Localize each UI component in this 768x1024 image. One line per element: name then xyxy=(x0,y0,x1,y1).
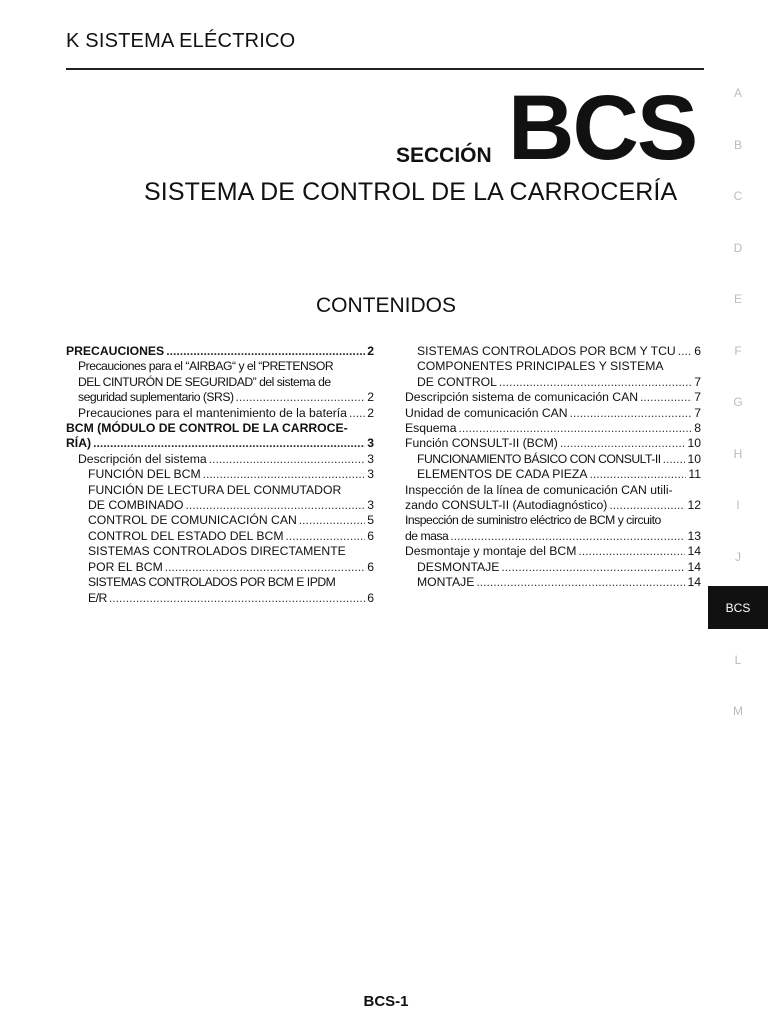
section-word: SECCIÓN xyxy=(396,144,492,167)
toc-page-number: 13 xyxy=(687,528,701,543)
dot-leader xyxy=(501,560,685,575)
toc-entry-text: Función CONSULT-II (BCM) xyxy=(405,436,558,451)
toc-page-number: 3 xyxy=(367,436,374,451)
section-tab-m[interactable]: M xyxy=(733,704,743,718)
toc-entry[interactable] xyxy=(66,359,374,405)
dot-leader xyxy=(166,344,365,359)
toc-entry-text: Precauciones para el “AIRBAG“ y el “PRETENSOR xyxy=(78,359,334,374)
dot-leader xyxy=(499,375,692,390)
section-tab-g[interactable]: G xyxy=(733,395,743,409)
toc-entry[interactable] xyxy=(66,483,374,514)
section-tab-h[interactable]: H xyxy=(733,446,743,461)
toc-entry-text: SISTEMAS CONTROLADOS POR BCM Y TCU xyxy=(417,344,676,358)
toc-entry-text: Inspección de suministro eléctrico de BCM y circuito xyxy=(405,513,661,528)
toc-entry-text: CONTROL DE COMUNICACIÓN CAN xyxy=(88,513,297,528)
toc-entry[interactable] xyxy=(66,513,374,528)
toc-page-number: 14 xyxy=(687,559,701,574)
dot-leader xyxy=(93,436,365,451)
dot-leader xyxy=(476,575,685,590)
toc-entry-text: de masa xyxy=(405,528,449,543)
header-rule xyxy=(66,68,704,70)
toc-entry[interactable] xyxy=(66,452,374,467)
dot-leader xyxy=(560,436,686,451)
toc-entry[interactable] xyxy=(405,575,701,590)
toc-page-number: 10 xyxy=(687,436,701,451)
toc-entry-text: COMPONENTES PRINCIPALES Y SISTEMA xyxy=(417,359,664,374)
section-title: SISTEMA DE CONTROL DE LA CARROCERÍA xyxy=(144,178,678,206)
toc-page-number: 3 xyxy=(367,451,374,466)
toc-entry[interactable] xyxy=(405,421,701,436)
toc-page-number: 3 xyxy=(367,467,374,482)
dot-leader xyxy=(349,406,365,421)
toc-entry-text: DEL CINTURÓN DE SEGURIDAD” del sistema de xyxy=(78,374,331,389)
toc-entry-text: CONTROL DEL ESTADO DEL BCM xyxy=(88,528,284,543)
dot-leader xyxy=(678,344,693,359)
toc-entry-text: seguridad suplementario (SRS) xyxy=(78,390,234,405)
dot-leader xyxy=(236,390,366,405)
toc-entry-text: Unidad de comunicación CAN xyxy=(405,405,568,420)
section-code: BCS xyxy=(508,77,697,179)
toc-entry[interactable] xyxy=(405,452,701,467)
toc-entry-text: FUNCIONAMIENTO BÁSICO CON CONSULT-II xyxy=(417,451,661,466)
toc-entry-text: FUNCIÓN DEL BCM xyxy=(88,467,201,482)
toc-page-number: 6 xyxy=(367,590,374,605)
toc-page-number: 6 xyxy=(694,344,701,358)
dot-leader xyxy=(450,529,685,544)
dot-leader xyxy=(203,467,366,482)
section-tab-c[interactable]: C xyxy=(733,189,743,203)
toc-page-number: 10 xyxy=(687,451,701,466)
toc-entry-text: MONTAJE xyxy=(417,575,475,590)
toc-entry-text: PRECAUCIONES xyxy=(66,344,165,358)
toc-entry[interactable] xyxy=(405,560,701,575)
section-tab-e[interactable]: E xyxy=(733,292,742,306)
toc-page-number: 2 xyxy=(367,344,374,358)
dot-leader xyxy=(570,406,693,421)
dot-leader xyxy=(165,560,365,575)
toc-entry[interactable] xyxy=(405,467,701,482)
toc-entry[interactable] xyxy=(66,421,374,452)
dot-leader xyxy=(299,513,365,528)
toc-entry[interactable] xyxy=(405,344,701,359)
section-tab-b[interactable]: B xyxy=(733,137,742,152)
toc-page-number: 14 xyxy=(687,544,701,559)
toc-entry-text: DE CONTROL xyxy=(417,374,497,389)
toc-entry[interactable] xyxy=(405,544,701,559)
toc-page-number: 7 xyxy=(694,374,701,389)
toc-entry[interactable] xyxy=(405,406,701,421)
toc-entry-text: RÍA) xyxy=(66,436,92,451)
toc-entry-text: SISTEMAS CONTROLADOS DIRECTAMENTE xyxy=(88,544,346,559)
toc-entry-text: E/R xyxy=(88,590,107,605)
toc-entry-text: zando CONSULT-II (Autodiagnóstico) xyxy=(405,498,608,513)
section-tab-f[interactable]: F xyxy=(734,343,742,358)
toc-entry[interactable] xyxy=(66,575,374,606)
toc-page-number: 5 xyxy=(367,513,374,528)
toc-entry[interactable] xyxy=(405,436,701,451)
toc-entry[interactable] xyxy=(405,390,701,405)
toc-entry[interactable] xyxy=(66,344,374,359)
toc-page-number: 7 xyxy=(694,390,701,405)
dot-leader xyxy=(609,498,685,513)
toc-column-left xyxy=(66,344,374,606)
toc-page-number: 11 xyxy=(688,467,701,482)
section-tab-l[interactable]: L xyxy=(734,652,742,667)
section-tab-sidebar xyxy=(708,0,768,1024)
toc-entry[interactable] xyxy=(66,406,374,421)
toc-page-number: 6 xyxy=(367,528,374,543)
toc-entry-text: POR EL BCM xyxy=(88,559,163,574)
toc-page-number: 7 xyxy=(694,405,701,420)
dot-leader xyxy=(663,452,686,467)
toc-entry-text: Descripción sistema de comunicación CAN xyxy=(405,390,639,405)
toc-entry-text: ELEMENTOS DE CADA PIEZA xyxy=(417,467,588,482)
dot-leader xyxy=(185,498,365,513)
toc-page-number: 2 xyxy=(367,405,374,420)
section-tab-a[interactable]: A xyxy=(733,86,742,100)
toc-page-number: 3 xyxy=(367,498,374,513)
dot-leader xyxy=(285,529,365,544)
toc-entry[interactable] xyxy=(405,483,701,514)
toc-entry-text: BCM (MÓDULO DE CONTROL DE LA CARROCE- xyxy=(66,421,348,436)
toc-entry-text: Inspección de la línea de comunicación CAN utili- xyxy=(405,482,673,497)
toc-entry-text: DESMONTAJE xyxy=(417,559,500,574)
toc-entry-text: Precauciones para el mantenimiento de la batería xyxy=(78,405,347,420)
toc-entry-text: FUNCIÓN DE LECTURA DEL CONMUTADOR xyxy=(88,482,342,497)
toc-entry-text: Esquema xyxy=(405,421,457,436)
dot-leader xyxy=(209,452,366,467)
toc-entry[interactable] xyxy=(66,544,374,575)
dot-leader xyxy=(459,421,693,436)
toc-page-number: 12 xyxy=(687,498,701,513)
dot-leader xyxy=(578,544,685,559)
toc-entry-text: DE COMBINADO xyxy=(88,498,184,513)
toc-page-number: 2 xyxy=(367,390,374,405)
toc-column-right xyxy=(405,344,701,591)
dot-leader xyxy=(109,591,365,606)
section-tab-d[interactable]: D xyxy=(733,240,743,255)
toc-entry-text: Desmontaje y montaje del BCM xyxy=(405,544,577,559)
toc-page-number: 8 xyxy=(694,421,701,436)
page-number: BCS-1 xyxy=(363,993,409,1010)
toc-page-number: 6 xyxy=(367,559,374,574)
contents-heading: CONTENIDOS xyxy=(315,294,456,317)
toc-entry[interactable] xyxy=(66,529,374,544)
toc-entry[interactable] xyxy=(405,359,701,390)
section-tab-i[interactable]: I xyxy=(736,498,740,512)
toc-entry[interactable] xyxy=(405,513,701,544)
section-tab-j[interactable]: J xyxy=(735,549,741,564)
dot-leader xyxy=(640,390,692,405)
toc-entry-text: Descripción del sistema xyxy=(78,451,207,466)
toc-entry[interactable] xyxy=(66,467,374,482)
toc-page-number: 14 xyxy=(687,575,701,590)
section-group-label: K SISTEMA ELÉCTRICO xyxy=(66,30,296,52)
section-tab-active[interactable]: BCS xyxy=(708,586,768,629)
toc-entry-text: SISTEMAS CONTROLADOS POR BCM E IPDM xyxy=(88,575,336,590)
dot-leader xyxy=(589,467,686,482)
